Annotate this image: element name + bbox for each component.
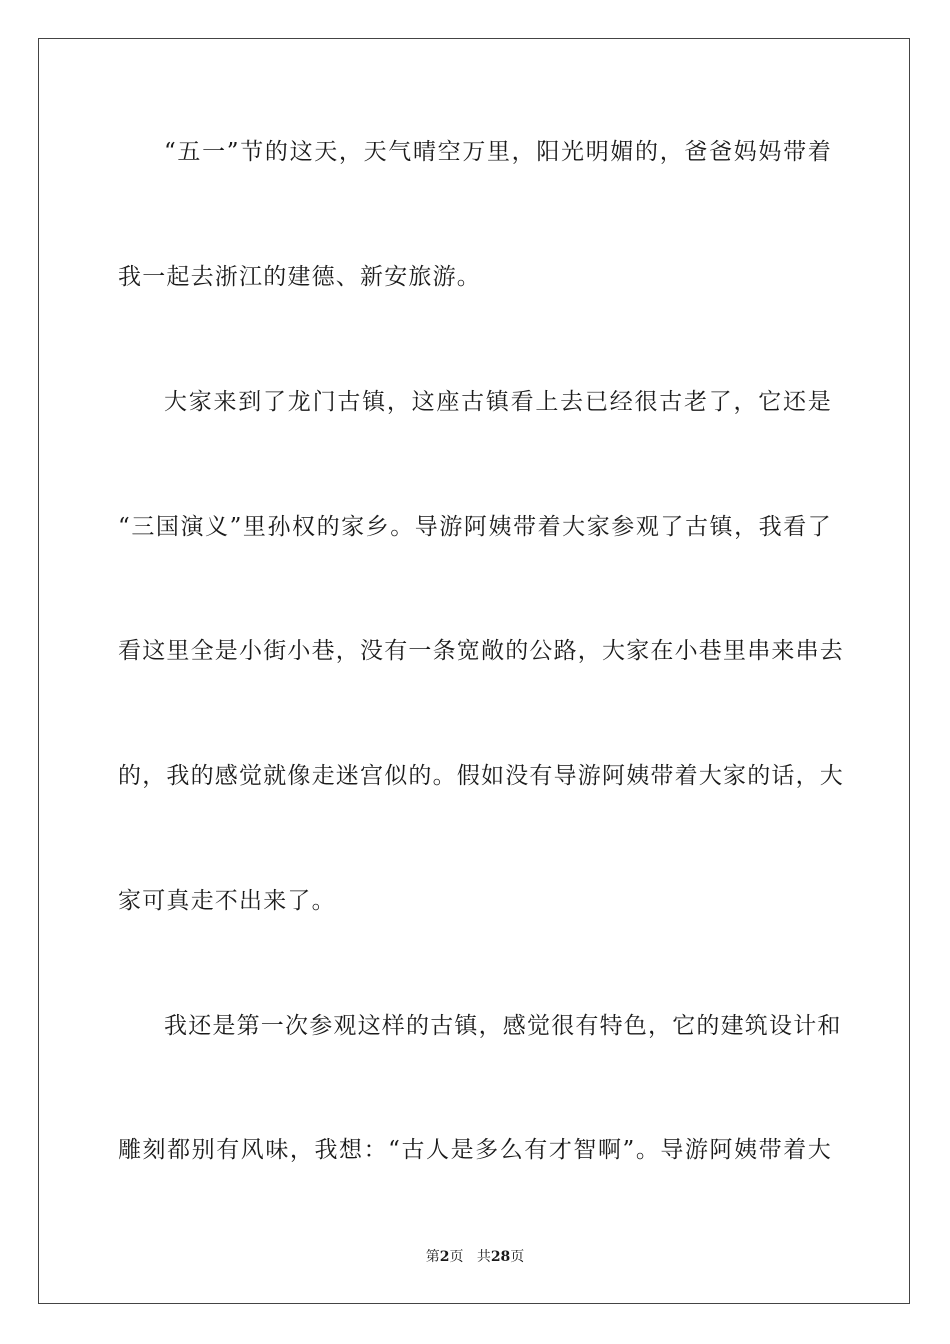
paragraph-line: 家可真走不出来了。 [118,888,336,914]
paragraph-line: “三国演义”里孙权的家乡。导游阿姨带着大家参观了古镇，我看了 [118,514,832,540]
paragraph-line: 大家来到了龙门古镇，这座古镇看上去已经很古老了，它还是 [164,389,832,415]
paragraph-line: 我还是第一次参观这样的古镇，感觉很有特色，它的建筑设计和 [164,1013,842,1039]
page-label-prefix: 第 [425,1249,440,1265]
paragraph-line: 的，我的感觉就像走迷宫似的。假如没有导游阿姨带着大家的话，大 [118,763,844,789]
total-pages: 28 [490,1249,511,1265]
page-frame [38,38,910,1304]
page-footer [0,1246,950,1266]
paragraph-line: 我一起去浙江的建德、新安旅游。 [118,264,481,290]
page-number: 2 [439,1249,450,1265]
page-label-suffix: 页 [449,1249,464,1265]
paragraph-line: 雕刻都别有风味，我想：“古人是多么有才智啊”。导游阿姨带着大 [118,1137,832,1163]
paragraph-line: “五一”节的这天，天气晴空万里，阳光明媚的，爸爸妈妈带着 [164,139,832,165]
paragraph-line: 看这里全是小街小巷，没有一条宽敞的公路，大家在小巷里串来串去 [118,638,844,664]
total-label-suffix: 页 [510,1249,525,1265]
total-label-prefix: 共 [476,1249,491,1265]
